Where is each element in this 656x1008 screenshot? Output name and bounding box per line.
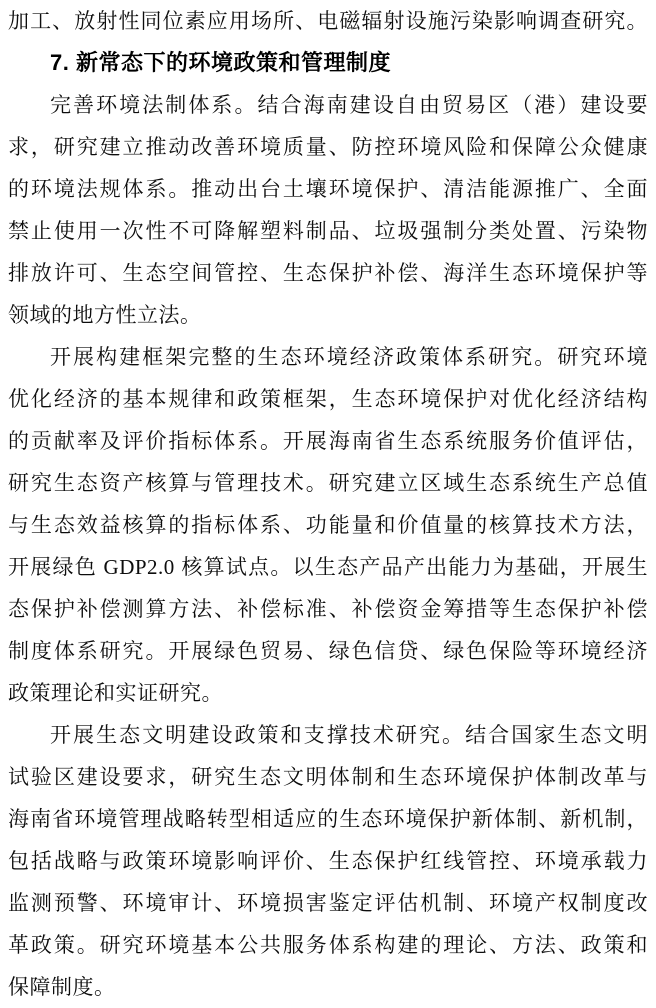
- section-heading: 7. 新常态下的环境政策和管理制度: [50, 50, 391, 75]
- paragraph-3-line: 保障制度。: [8, 975, 116, 999]
- paragraph-3-line: 试验区建设要求，研究生态文明体制和生态环境保护体制改革与: [8, 765, 648, 789]
- paragraph-2-line: 态保护补偿测算方法、补偿标准、补偿资金筹措等生态保护补偿: [8, 597, 648, 621]
- paragraph-2-line: 政策理论和实证研究。: [8, 681, 223, 705]
- paragraph-2-line: 开展构建框架完整的生态环境经济政策体系研究。研究环境: [50, 345, 648, 369]
- paragraph-3-line: 革政策。研究环境基本公共服务体系构建的理论、方法、政策和: [8, 933, 648, 957]
- paragraph-3-line: 包括战略与政策环境影响评价、生态保护红线管控、环境承载力: [8, 849, 648, 873]
- continuation-text-line: 加工、放射性同位素应用场所、电磁辐射设施污染影响调查研究。: [8, 9, 648, 33]
- paragraph-1-line: 领域的地方性立法。: [8, 303, 202, 327]
- paragraph-2-line: 研究生态资产核算与管理技术。研究建立区域生态系统生产总值: [8, 471, 648, 495]
- paragraph-1-line: 排放许可、生态空间管控、生态保护补偿、海洋生态环境保护等: [8, 261, 648, 285]
- paragraph-3-line: 监测预警、环境审计、环境损害鉴定评估机制、环境产权制度改: [8, 891, 648, 915]
- paragraph-2-line: 制度体系研究。开展绿色贸易、绿色信贷、绿色保险等环境经济: [8, 639, 648, 663]
- paragraph-3-line: 开展生态文明建设政策和支撑技术研究。结合国家生态文明: [50, 723, 648, 747]
- paragraph-1-line: 的环境法规体系。推动出台土壤环境保护、清洁能源推广、全面: [8, 177, 648, 201]
- paragraph-2-line: 开展绿色 GDP2.0 核算试点。以生态产品产出能力为基础，开展生: [8, 555, 648, 579]
- paragraph-1-line: 求，研究建立推动改善环境质量、防控环境风险和保障公众健康: [8, 135, 648, 159]
- paragraph-1-line: 禁止使用一次性不可降解塑料制品、垃圾强制分类处置、污染物: [8, 219, 648, 243]
- paragraph-3-line: 海南省环境管理战略转型相适应的生态环境保护新体制、新机制，: [8, 807, 648, 831]
- paragraph-2-line: 的贡献率及评价指标体系。开展海南省生态系统服务价值评估，: [8, 429, 648, 453]
- paragraph-1-line: 完善环境法制体系。结合海南建设自由贸易区（港）建设要: [50, 93, 648, 117]
- paragraph-2-line: 优化经济的基本规律和政策框架，生态环境保护对优化经济结构: [8, 387, 648, 411]
- paragraph-2-line: 与生态效益核算的指标体系、功能量和价值量的核算技术方法，: [8, 513, 648, 537]
